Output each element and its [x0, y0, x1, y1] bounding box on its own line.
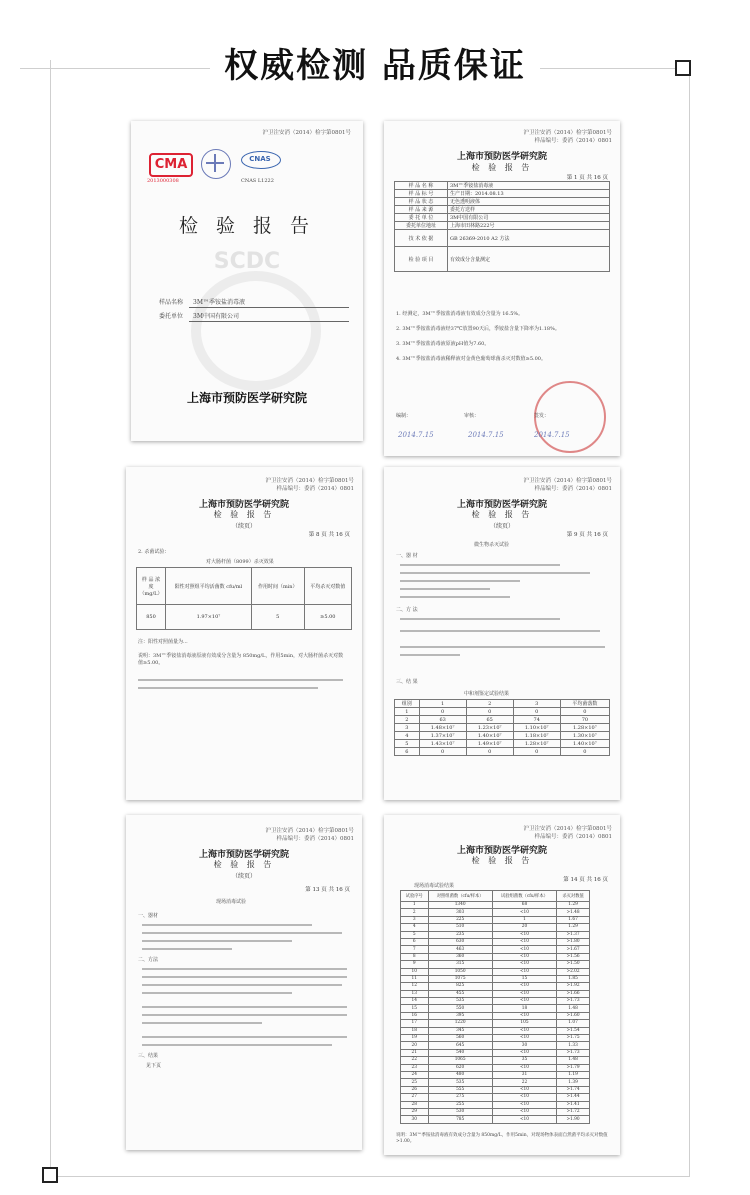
table-row [401, 1079, 590, 1086]
table-cell: 12 [401, 983, 429, 990]
signature-date: 2014.7.15 [468, 431, 504, 439]
text-line [400, 618, 560, 620]
table-cell: 8 [401, 953, 429, 960]
conclusion-item: 4. 3M™季铵盐消毒液稀释液对金黄色葡萄球菌杀灭对数值≥5.00。 [396, 356, 546, 362]
table-cell: 395 [428, 1012, 492, 1019]
table-cell: 645 [428, 1042, 492, 1049]
report-header-code2: 样品编号：委消（2014）0801 [276, 836, 354, 842]
frame-line-bottom [50, 1176, 690, 1177]
table-cell: <10 [492, 1108, 556, 1115]
table-cell: <10 [492, 1035, 556, 1042]
table-cell: 463 [428, 946, 492, 953]
table-cell: 785 [428, 1116, 492, 1123]
page-number: 第 13 页 共 16 页 [305, 887, 350, 893]
report-header-code: 沪卫注安消（2014）检字第0801号 [262, 130, 351, 136]
section-heading: 二、方 法 [396, 607, 418, 613]
table-cell: 1.67 [557, 916, 590, 923]
table-row [401, 938, 590, 945]
watermark-emblem-icon [191, 271, 321, 391]
conclusion-item: 3. 3M™季铵盐消毒液原液pH值为7.60。 [396, 341, 490, 347]
table-cell: 3 [401, 916, 429, 923]
table-row [401, 990, 590, 997]
table-cell: 22 [401, 1057, 429, 1064]
report-title: 检 验 报 告 [178, 215, 316, 237]
sign-label: 签发： [534, 413, 550, 419]
text-line [400, 646, 605, 648]
table-cell: 105 [492, 1020, 556, 1027]
note-text: 说明：3M™季铵盐消毒液原液有效成分含量为 850mg/L，作用5min，对大肠杆菌杀灭对数值≥5.00。 [138, 653, 344, 666]
table-cell: 17 [401, 1020, 429, 1027]
table-cell: >1.44 [557, 1094, 590, 1101]
text-line [400, 564, 560, 566]
table-cell: 5 [401, 931, 429, 938]
report-header-code: 沪卫注安消（2014）检字第0801号 [523, 130, 612, 136]
text-line [400, 580, 520, 582]
table-cell: <10 [492, 1094, 556, 1101]
report-fields-table: 样 品 名 称 3M™季铵盐消毒液 样 品 标 号 生产日期：2014.08.13 样 品 状 态 无色透明液体 样 品 来 源 委托方送样 委 托 单 位 3M中国有限公司 委托单位地址 上海市田林路222号 技 术 依 据 GB 26369-2010 A2 方法 检 验 项 目 有效成分含量测定 [394, 181, 610, 272]
table-row [401, 1116, 590, 1123]
table-caption: 现场消毒试验结果 [414, 883, 455, 889]
table-cell: 303 [428, 909, 492, 916]
text-line [400, 596, 510, 598]
table-cell: 1065 [428, 1057, 492, 1064]
section-heading: 2. 杀菌试验： [138, 549, 170, 555]
cma-code: 2013000308 [147, 178, 179, 184]
table-row [401, 953, 590, 960]
table-cell: 1.33 [557, 1042, 590, 1049]
scdc-watermark: SCDC [213, 249, 281, 274]
cma-logo-icon: CMA [149, 153, 193, 177]
table-cell: >1.48 [557, 909, 590, 916]
table-row [401, 902, 590, 909]
report-page-5 [384, 815, 620, 1155]
table-row [401, 1042, 590, 1049]
table-cell: 1 [492, 916, 556, 923]
sign-label: 编制： [396, 413, 412, 419]
table-cell: 6 [401, 938, 429, 945]
table-cell: >1.80 [557, 938, 590, 945]
sample-label: 样品名称 [159, 299, 184, 306]
report-cover [131, 121, 363, 441]
report-header-code2: 样品编号：委消（2014）0801 [534, 834, 612, 840]
table-row [401, 1101, 590, 1108]
table-cell: >1.79 [557, 1064, 590, 1071]
table-cell: 825 [428, 983, 492, 990]
table-row [401, 968, 590, 975]
table-cell: 315 [428, 961, 492, 968]
table-cell: 1.07 [557, 1020, 590, 1027]
table-cell: 22 [492, 1079, 556, 1086]
table-cell: <10 [492, 1027, 556, 1034]
corner-square-icon [42, 1167, 58, 1183]
report-page-1 [384, 121, 620, 456]
conclusion-item: 1. 经测定，3M™季铵盐消毒液有效成分含量为 16.5%。 [396, 311, 524, 317]
table-cell: 455 [428, 990, 492, 997]
institute-name: 上海市预防医学研究院 [186, 391, 307, 405]
neutralizer-table: 组别 1 2 3 平均菌落数 1 0 0 0 0 2 63 65 74 70 3 1.48×10⁷ 1.23×10⁷ 1.10×10⁷ 1.28×10⁷ 4 1.37×10⁷ 1.40×10⁷ 1.18×10⁷ 1.30×10⁷ 5 1.43×10⁷ 1.49×10⁷ 1.28×10⁷ 1.40×10⁷ 6 0 0 0 0 [394, 699, 610, 756]
table-cell: 235 [428, 931, 492, 938]
section-caption: 现场消毒试验 [216, 899, 247, 905]
table-row [401, 1108, 590, 1115]
report-header-code: 沪卫注安消（2014）检字第0801号 [265, 828, 354, 834]
report-header-code: 沪卫注安消（2014）检字第0801号 [523, 478, 612, 484]
table-cell: 345 [428, 1027, 492, 1034]
table-cell: 27 [401, 1094, 429, 1101]
text-line [142, 968, 347, 970]
text-line [138, 687, 318, 689]
table-cell: 1 [401, 902, 429, 909]
table-row [401, 1094, 590, 1101]
table-cell: >1.90 [557, 1116, 590, 1123]
table-cell: 1.29 [557, 924, 590, 931]
signature-date: 2014.7.15 [398, 431, 434, 439]
continuation-label: （续页） [231, 873, 256, 880]
table-cell: 18 [401, 1027, 429, 1034]
institute-name: 上海市预防医学研究院 [456, 152, 547, 162]
text-line [142, 1022, 262, 1024]
table-cell: 29 [401, 1108, 429, 1115]
table-row [401, 1071, 590, 1078]
table-cell: >1.66 [557, 990, 590, 997]
text-line [142, 976, 347, 978]
table-cell: <10 [492, 1012, 556, 1019]
report-title: 检 验 报 告 [471, 510, 533, 519]
report-title: 检 验 报 告 [213, 860, 275, 869]
table-row [401, 1035, 590, 1042]
table-cell: 14 [401, 998, 429, 1005]
table-caption: 对大肠杆菌（8099）杀灭效果 [206, 559, 274, 565]
table-cell: 16 [401, 1012, 429, 1019]
underline [189, 321, 349, 322]
table-cell: 15 [401, 1005, 429, 1012]
continuation-label: （续页） [489, 523, 514, 530]
footnote-text: 说明：3M™季铵盐消毒液有效成分含量为 850mg/L，作用5min，对现场物体表面自然菌平均杀灭对数值>1.00。 [396, 1133, 608, 1144]
report-header-code: 沪卫注安消（2014）检字第0801号 [265, 478, 354, 484]
table-cell: 15 [492, 975, 556, 982]
table-cell: 1.39 [557, 1079, 590, 1086]
table-row [401, 1057, 590, 1064]
table-cell: 560 [428, 1035, 492, 1042]
table-cell: <10 [492, 946, 556, 953]
table-cell: 1.29 [557, 902, 590, 909]
text-line [138, 679, 343, 681]
report-title: 检 验 报 告 [471, 163, 533, 172]
cnas-logo-icon: CNAS [241, 151, 279, 173]
table-row [401, 1020, 590, 1027]
table-cell: 35 [492, 1057, 556, 1064]
report-page-4 [126, 815, 362, 1150]
table-cell: 13 [401, 990, 429, 997]
table-cell: 1050 [428, 968, 492, 975]
section-heading: 三、结 果 [396, 679, 418, 685]
table-cell: 30 [492, 1042, 556, 1049]
table-cell: 630 [428, 938, 492, 945]
table-row [401, 1064, 590, 1071]
table-cell: 30 [401, 1116, 429, 1123]
table-cell: <10 [492, 968, 556, 975]
report-header-code2: 样品编号：委消（2014）0801 [276, 486, 354, 492]
table-caption: 中和剂鉴定试验结果 [464, 691, 510, 697]
table-cell: 225 [428, 916, 492, 923]
table-cell: 275 [428, 1094, 492, 1101]
table-cell: 555 [428, 1086, 492, 1093]
table-cell: >1.92 [557, 983, 590, 990]
table-cell: >1.72 [557, 1108, 590, 1115]
table-cell: 1340 [428, 902, 492, 909]
table-cell: 510 [428, 924, 492, 931]
text-line [400, 630, 600, 632]
text-line [142, 1036, 347, 1038]
institute-name: 上海市预防医学研究院 [456, 500, 547, 510]
page-number: 第 8 页 共 16 页 [308, 532, 350, 538]
table-cell: 20 [492, 924, 556, 931]
text-line [142, 1014, 347, 1016]
table-cell: 535 [428, 1079, 492, 1086]
text-line [142, 984, 342, 986]
table-row [401, 1005, 590, 1012]
page-number: 第 14 页 共 16 页 [563, 877, 608, 883]
text-line [142, 1006, 347, 1008]
text-line [400, 654, 460, 656]
table-cell: <10 [492, 1086, 556, 1093]
table-cell: >2.02 [557, 968, 590, 975]
table-cell: 24 [401, 1071, 429, 1078]
table-cell: >1.41 [557, 1101, 590, 1108]
table-row [401, 961, 590, 968]
table-cell: 19 [401, 1035, 429, 1042]
table-cell: 18 [492, 1005, 556, 1012]
text-line [142, 1044, 332, 1046]
table-cell: 535 [428, 998, 492, 1005]
table-cell: 1.48 [557, 1005, 590, 1012]
table-cell: 25 [401, 1079, 429, 1086]
frame-line-left [50, 60, 51, 1176]
page-number: 第 9 页 共 16 页 [566, 532, 608, 538]
table-row [401, 924, 590, 931]
table-cell: 1.48 [557, 1057, 590, 1064]
table-row [401, 1012, 590, 1019]
table-row [401, 1049, 590, 1056]
table-cell: <10 [492, 953, 556, 960]
sterilization-table: 样 品 浓 度（mg/L） 阳性对照组平均活菌数 cfu/ml 作用时间（min） 平均杀灭对数值 850 1.97×10⁷ 5 ≥5.00 [136, 567, 352, 630]
table-row [401, 931, 590, 938]
frame-line-right [689, 68, 690, 1176]
table-cell: 9 [401, 961, 429, 968]
table-row [401, 909, 590, 916]
table-cell: >1.56 [557, 953, 590, 960]
note-text: 注：阳性对照菌量为... [138, 639, 188, 645]
see-next-page: 见下页 [146, 1063, 162, 1069]
signature-date: 2014.7.15 [534, 431, 570, 439]
table-cell: 530 [428, 1108, 492, 1115]
field-results-table: 试验序号 对照组菌数（cfu/样本） 试验组菌数（cfu/样本） 杀灭对数值 1 1340 68 1.29 2 303 <10 >1.48 3 225 1 1.67 4 510 20 1.29 5 235 <10 >1.37 6 630 <10 >1.80 7 463 <10 >1.67 8 360 <10 >1.56 9 315 <10 >1.50 10 1050 <10 >2.02 11 1075 15 1.85 12 825 <10 >1.92 13 455 <10 >1.66 14 535 <10 >1.73 15 550 18 1.48 16 395 <10 >1.60 17 1220 105 1.07 18 345 <10 >1.54 19 560 <10 >1.75 20 645 30 1.33 21 540 <10 >1.73 22 1065 35 1.48 23 620 <10 >1.79 24 480 31 1.19 25 535 22 1.39 26 555 <10 >1.74 27 275 <10 >1.44 28 255 <10 >1.41 29 530 <10 >1.72 30 785 <10 >1.90 [400, 890, 590, 1124]
table-cell: 20 [401, 1042, 429, 1049]
table-cell: <10 [492, 1101, 556, 1108]
section-heading: 一、器材 [138, 913, 159, 919]
table-cell: <10 [492, 998, 556, 1005]
report-title: 检 验 报 告 [471, 856, 533, 865]
table-cell: >1.54 [557, 1027, 590, 1034]
text-line [400, 588, 490, 590]
text-line [400, 572, 590, 574]
table-cell: >1.73 [557, 1049, 590, 1056]
continuation-label: （续页） [231, 523, 256, 530]
page-title: 权威检测 品质保证 [0, 38, 750, 87]
text-line [142, 992, 292, 994]
text-line [142, 932, 342, 934]
table-cell: 23 [401, 1064, 429, 1071]
report-page-3 [384, 467, 620, 800]
table-cell: 10 [401, 968, 429, 975]
table-cell: >1.75 [557, 1035, 590, 1042]
table-cell: <10 [492, 961, 556, 968]
table-cell: <10 [492, 909, 556, 916]
cnas-code: CNAS L1222 [241, 178, 274, 184]
table-cell: 1075 [428, 975, 492, 982]
report-header-code2: 样品编号：委消（2014）0801 [534, 486, 612, 492]
conclusion-item: 2. 3M™季铵盐消毒液经37℃放置90天后，季铵盐含量下降率为1.18%。 [396, 326, 560, 332]
table-row [401, 983, 590, 990]
table-cell: 1.85 [557, 975, 590, 982]
table-cell: >1.60 [557, 1012, 590, 1019]
report-page-2 [126, 467, 362, 800]
text-line [142, 948, 232, 950]
table-cell: 28 [401, 1101, 429, 1108]
table-cell: 540 [428, 1049, 492, 1056]
table-cell: >1.73 [557, 998, 590, 1005]
table-cell: 1.19 [557, 1071, 590, 1078]
table-cell: 360 [428, 953, 492, 960]
globe-logo-icon [201, 149, 231, 179]
table-cell: 2 [401, 909, 429, 916]
table-cell: >1.67 [557, 946, 590, 953]
table-cell: <10 [492, 1116, 556, 1123]
section-heading: 一、器 材 [396, 553, 418, 559]
client-label: 委托单位 [159, 313, 184, 320]
table-row [401, 998, 590, 1005]
table-cell: 620 [428, 1064, 492, 1071]
table-cell: <10 [492, 990, 556, 997]
text-line [142, 924, 312, 926]
table-cell: 31 [492, 1071, 556, 1078]
sample-value: 3M™季铵盐消毒液 [193, 299, 245, 306]
table-cell: 7 [401, 946, 429, 953]
table-cell: <10 [492, 931, 556, 938]
table-row [401, 1027, 590, 1034]
institute-name: 上海市预防医学研究院 [198, 850, 289, 860]
table-cell: 21 [401, 1049, 429, 1056]
table-cell: 11 [401, 975, 429, 982]
report-header-code2: 样品编号：委消（2014）0801 [534, 138, 612, 144]
table-cell: 480 [428, 1071, 492, 1078]
table-cell: 26 [401, 1086, 429, 1093]
table-cell: >1.50 [557, 961, 590, 968]
table-cell: >1.74 [557, 1086, 590, 1093]
table-cell: <10 [492, 938, 556, 945]
report-title: 检 验 报 告 [213, 510, 275, 519]
sign-label: 审核： [464, 413, 480, 419]
table-cell: 68 [492, 902, 556, 909]
client-value: 3M中国有限公司 [193, 313, 239, 320]
table-row [401, 1086, 590, 1093]
report-header-code: 沪卫注安消（2014）检字第0801号 [523, 826, 612, 832]
table-cell: >1.37 [557, 931, 590, 938]
section-heading: 三、结果 [138, 1053, 159, 1059]
table-row [401, 946, 590, 953]
institute-name: 上海市预防医学研究院 [456, 846, 547, 856]
table-cell: 550 [428, 1005, 492, 1012]
table-cell: 1220 [428, 1020, 492, 1027]
table-row [401, 975, 590, 982]
table-cell: <10 [492, 983, 556, 990]
table-cell: <10 [492, 1049, 556, 1056]
table-cell: <10 [492, 1064, 556, 1071]
page-number: 第 1 页 共 16 页 [566, 175, 608, 181]
underline [189, 307, 349, 308]
section-heading: 二、方法 [138, 957, 159, 963]
section-caption: 微生物杀灭试验 [474, 542, 510, 548]
institute-name: 上海市预防医学研究院 [198, 500, 289, 510]
table-row [401, 916, 590, 923]
text-line [142, 940, 292, 942]
table-cell: 255 [428, 1101, 492, 1108]
table-cell: 4 [401, 924, 429, 931]
